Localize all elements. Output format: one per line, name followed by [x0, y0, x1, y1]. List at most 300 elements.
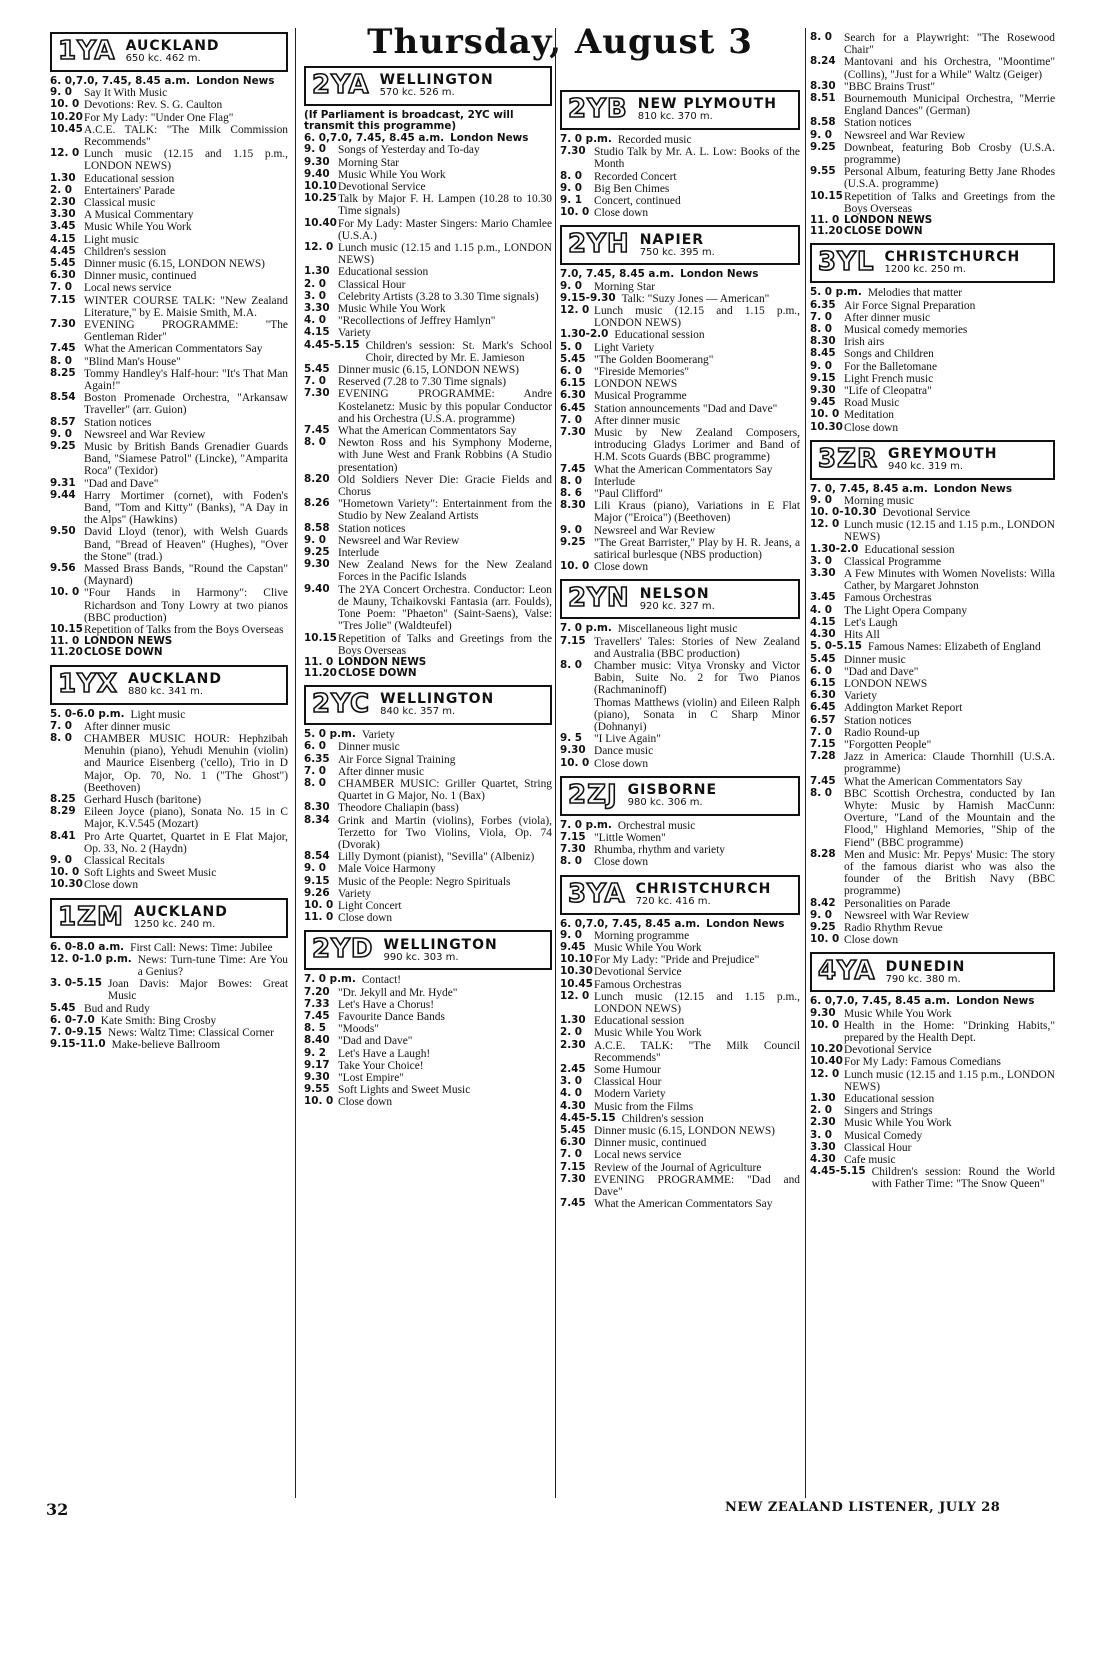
programme-entry	[304, 144, 552, 156]
programme-time: 3. 0	[304, 289, 327, 302]
station-callsign: 2YN	[568, 583, 630, 614]
programme-description: Devotional Service	[844, 1044, 932, 1057]
programme-description: Repetition of Talks from the Boys Overseas	[84, 624, 284, 637]
programme-description: Morning Star	[338, 156, 400, 169]
programme-time: 9. 5	[560, 732, 583, 745]
programme-entry	[560, 930, 800, 942]
programme-description: Close down	[338, 1096, 393, 1109]
programme-time: 8.29	[50, 805, 76, 818]
programme-time: 12. 0	[810, 518, 840, 531]
programme-description: What the American Commentators Say	[594, 463, 773, 476]
programme-entry	[560, 342, 800, 354]
programme-time: 10. 0	[50, 98, 80, 111]
programme-description: Educational session	[84, 172, 175, 185]
programme-entry	[304, 474, 552, 498]
programme-description: Light Concert	[338, 900, 402, 912]
programme-description: Music While You Work	[338, 168, 446, 181]
programme-description: CLOSE DOWN	[844, 225, 923, 238]
programme-description: Musical Comedy	[844, 1129, 923, 1142]
station-city: NEW PLYMOUTH	[637, 96, 777, 113]
programme-entry	[304, 340, 552, 364]
station-header	[810, 952, 1055, 992]
programme-time: 5.45	[560, 1124, 586, 1137]
programme-description: Music from the Films	[594, 1100, 694, 1113]
programme-entry	[50, 343, 288, 355]
programme-entry	[810, 605, 1055, 617]
programme-entry	[304, 169, 552, 181]
programme-time: 5. 0	[560, 340, 583, 353]
programme-description: London News	[706, 917, 785, 930]
programme-description: The 2YA Concert Orchestra. Conductor: Leon de Mauny, Tchaikovski Fantasia (arr. Foulds), Tone Poem: "Phaeton" (Saint-Saens), Valse: "Tres Jolie" (Waldteufel)	[338, 583, 552, 633]
programme-entry	[50, 429, 288, 441]
programme-entry	[810, 409, 1055, 421]
programme-entry	[560, 966, 800, 978]
programme-description: Lunch music (12.15 and 1.15 p.m., LONDON NEWS)	[84, 148, 288, 173]
programme-entry	[304, 291, 552, 303]
programme-description: Recorded music	[617, 134, 692, 146]
programme-time: 5. 0-6.0 p.m.	[50, 707, 125, 720]
station-header	[560, 875, 800, 915]
programme-time: 4. 0	[810, 603, 833, 616]
station-info	[634, 92, 798, 128]
programme-entry	[560, 820, 800, 832]
programme-description: "Four Hands in Harmony": Clive Richardson and Tony Lowry at two pianos (BBC production)	[84, 587, 288, 624]
programme-time: 9. 2	[304, 1046, 327, 1059]
programme-description: Jazz in America: Claude Thornhill (U.S.A. programme)	[844, 751, 1055, 776]
programme-time: 7.30	[560, 843, 586, 856]
programme-entry	[560, 1149, 800, 1161]
programme-time: 10. 0	[304, 1095, 334, 1108]
programme-description: Old Soldiers Never Die: Gracie Fields and Chorus	[338, 473, 552, 499]
programme-time: 9. 0	[50, 427, 73, 440]
programme-description: Thomas Matthews (violin) and Eileen Ralph (piano), Sonata in C Sharp Minor (Dohnanyi)	[594, 696, 800, 734]
programme-entry	[304, 315, 552, 327]
station-note: (If Parliament is broadcast, 2YC will transmit this programme)	[304, 109, 514, 133]
programme-entry	[810, 56, 1055, 80]
programme-time: 7.20	[304, 985, 330, 998]
programme-entry	[50, 1003, 288, 1015]
station-info	[884, 442, 1053, 478]
programme-time: 5.45	[50, 1001, 76, 1014]
programme-description: Music by New Zealand Composers, introducing Gladys Lorimer and Band of H.M. Scots Guards (BBC programme)	[594, 426, 800, 464]
programme-entry	[304, 851, 552, 863]
programme-time: 6.30	[560, 389, 586, 402]
programme-description: Educational session	[594, 1015, 685, 1028]
programme-entry	[810, 934, 1055, 946]
station-header	[560, 776, 800, 816]
programme-description: Talk by Major F. H. Lampen (10.28 to 10.30 Time signals)	[338, 193, 552, 218]
programme-description: London News	[956, 995, 1035, 1008]
programme-entry	[50, 173, 288, 185]
programme-time: 10. 0	[304, 899, 334, 911]
programme-description: Take Your Choice!	[338, 1059, 424, 1072]
programme-entry	[304, 547, 552, 559]
programme-entry	[810, 788, 1055, 849]
programme-time: 7. 0	[810, 725, 833, 738]
programme-entry	[560, 623, 800, 635]
programme-description: Mantovani and his Orchestra, "Moontime" (Collins), "Just for a While" Waltz (Geiger)	[844, 56, 1055, 81]
programme-description: Lunch music (12.15 and 1.15 p.m., LONDON NEWS)	[844, 519, 1055, 544]
programme-entry	[304, 559, 552, 583]
programme-description: Songs and Children	[844, 348, 934, 361]
programme-entry	[304, 912, 552, 924]
programme-entry	[810, 385, 1055, 397]
programme-description: Lunch music (12.15 and 1.15 p.m., LONDON NEWS)	[338, 242, 552, 267]
programme-time: 6. 0-7.0	[50, 1013, 95, 1026]
programme-time: 12. 0	[810, 1067, 840, 1080]
programme-time: 8. 0	[304, 436, 327, 449]
programme-time: 9. 0	[304, 143, 327, 156]
programme-description: "Little Women"	[594, 832, 666, 845]
programme-entry	[50, 282, 288, 294]
programme-entry	[50, 441, 288, 478]
programme-description: Educational session	[338, 266, 429, 279]
programme-description: Addington Market Report	[844, 702, 963, 715]
programme-description: Children's session	[621, 1112, 704, 1125]
programme-description: Entertainers' Parade	[84, 184, 175, 197]
station-callsign: 3ZR	[818, 443, 878, 474]
programme-description: Dinner music (6.15, LONDON NEWS)	[594, 1125, 775, 1138]
programme-entry	[810, 1044, 1055, 1056]
programme-description: For My Lady: Famous Comedians	[844, 1056, 1001, 1069]
programme-description: London News	[933, 482, 1013, 495]
programme-entry	[304, 584, 552, 633]
programme-entry	[560, 500, 800, 524]
programme-entry	[50, 76, 288, 87]
programme-description: Station notices	[338, 522, 406, 535]
programme-time: 7.45	[50, 342, 76, 355]
programme-time: 8. 6	[560, 487, 583, 499]
station-city: AUCKLAND	[127, 670, 222, 687]
station-info	[122, 34, 286, 70]
programme-time: 9.15	[304, 874, 330, 887]
station-city: GISBORNE	[627, 782, 718, 799]
station-listing	[810, 32, 1055, 237]
programme-entry	[810, 336, 1055, 348]
programme-entry	[810, 910, 1055, 922]
programme-entry	[560, 305, 800, 329]
programme-entry	[50, 246, 288, 258]
programme-description: Children's session: Round the World with Father Time: "The Snow Queen"	[871, 1166, 1055, 1191]
programme-description: Classical music	[84, 196, 156, 209]
station-frequency: 1250 kc. 240 m.	[133, 918, 216, 930]
programme-time: 10.40	[810, 1055, 843, 1068]
programme-time: 11.20	[810, 225, 843, 238]
programme-entry	[560, 183, 800, 195]
programme-entry	[810, 81, 1055, 93]
station-frequency: 720 kc. 416 m.	[635, 895, 711, 907]
programme-entry	[304, 1096, 552, 1108]
programme-entry	[304, 778, 552, 802]
programme-entry	[560, 919, 800, 930]
programme-description: Children's session: St. Mark's School Choir, directed by Mr. E. Jamieson	[365, 339, 552, 364]
programme-description: Close down	[844, 421, 899, 434]
programme-time: 7. 0 p.m.	[560, 622, 612, 635]
programme-time: 8.57	[50, 415, 76, 428]
programme-entry	[810, 751, 1055, 775]
programme-time: 9.15-11.0	[50, 1038, 106, 1051]
programme-description: Joan Davis: Major Bowes: Great Music	[107, 978, 288, 1003]
programme-time: 8.54	[50, 391, 76, 404]
programme-description: "Dad and Dave"	[844, 665, 919, 678]
programme-entry	[810, 519, 1055, 543]
programme-entry	[810, 507, 1055, 519]
programme-time: 8. 0	[560, 169, 583, 182]
programme-description: "Fireside Memories"	[594, 365, 690, 378]
programme-description: Famous Orchestras	[844, 592, 932, 605]
station-city: WELLINGTON	[380, 691, 495, 708]
programme-description: Dinner music (6.15, LONDON NEWS)	[338, 364, 519, 377]
programme-entry	[810, 373, 1055, 385]
programme-description: Interlude	[338, 547, 380, 560]
programme-time: 12. 0	[50, 147, 80, 160]
station-frequency: 570 kc. 526 m.	[379, 87, 455, 99]
column-divider	[805, 28, 806, 1498]
programme-description: Air Force Signal Training	[338, 753, 456, 766]
programme-time: 7. 0	[560, 413, 583, 426]
station-frequency: 750 kc. 395 m.	[639, 246, 715, 258]
programme-time: 9. 0	[810, 908, 833, 921]
programme-description: "The Great Barrister," Play by H. R. Jeans, a satirical burlesque (NBS production)	[594, 536, 800, 562]
programme-time: 8.25	[50, 366, 76, 379]
programme-entry	[50, 867, 288, 879]
programme-description: Children's session	[84, 245, 167, 258]
programme-entry	[304, 181, 552, 193]
programme-time: 8. 5	[304, 1022, 327, 1035]
programme-entry	[560, 488, 800, 500]
programme-description: Hits All	[844, 629, 880, 642]
programme-time: 7.45	[560, 462, 586, 475]
programme-entry	[50, 112, 288, 124]
programme-description: Local news service	[84, 282, 172, 295]
programme-entry	[50, 563, 288, 587]
programme-description: Contact!	[361, 974, 402, 987]
station-header	[304, 685, 552, 725]
programme-description: Famous Names: Elizabeth of England	[867, 641, 1041, 654]
programme-description: Musical comedy memories	[844, 323, 968, 336]
programme-time: 9.50	[50, 525, 76, 538]
programme-entry	[810, 898, 1055, 910]
station-frequency: 1200 kc. 250 m.	[884, 264, 966, 276]
programme-description: News: Waltz Time: Classical Corner	[107, 1026, 274, 1039]
station-listing	[50, 32, 288, 659]
column-divider	[295, 28, 296, 1498]
station-listing	[560, 776, 800, 869]
station-city: NAPIER	[639, 231, 705, 248]
programme-entry	[304, 193, 552, 217]
programme-time: 4.15	[304, 326, 330, 339]
programme-time: 7.30	[560, 1172, 586, 1185]
programme-description: "Lost Empire"	[338, 1072, 404, 1085]
station-frequency: 840 kc. 357 m.	[380, 706, 456, 718]
programme-entry	[560, 146, 800, 170]
programme-time: 7.15	[560, 831, 586, 844]
station-frequency: 790 kc. 380 m.	[885, 973, 961, 985]
programme-time: 6.57	[810, 713, 836, 726]
station-callsign: 2YB	[568, 94, 628, 124]
programme-description: Health in the Home: "Drinking Habits," prepared by the Health Dept.	[844, 1019, 1055, 1044]
programme-entry	[304, 523, 552, 535]
programme-entry	[560, 537, 800, 561]
programme-entry	[560, 427, 800, 464]
programme-time: 7.45	[560, 1197, 586, 1210]
programme-entry	[810, 996, 1055, 1007]
programme-time: 7.45	[304, 424, 330, 437]
programme-description: Soft Lights and Sweet Music	[338, 1084, 471, 1097]
station-callsign: 2YD	[312, 934, 374, 965]
programme-entry	[560, 390, 800, 402]
programme-description: Miscellaneous light music	[617, 623, 738, 636]
programme-time: 4.30	[810, 1152, 836, 1165]
programme-time: 7. 0 p.m.	[560, 818, 612, 831]
programme-time: 7. 0	[810, 310, 833, 323]
programme-entry	[810, 666, 1055, 678]
programme-time: 9. 0	[560, 928, 583, 941]
programme-description: Lunch music (12.15 and 1.15 p.m., LONDON NEWS)	[594, 304, 800, 330]
programme-entry	[810, 287, 1055, 299]
programme-entry	[560, 403, 800, 415]
programme-entry	[304, 303, 552, 315]
programme-description: CHAMBER MUSIC HOUR: Hephzibah Menuhin (piano), Yehudi Menuhin (violin) and Maurice Eisenberg ('cello), Trio in D Major, Op. 70, No. 1 ("The Ghost") (Beethoven)	[84, 732, 288, 794]
programme-description: Let's Laugh	[844, 616, 898, 629]
programme-entry	[810, 1069, 1055, 1093]
programme-description: WINTER COURSE TALK: "New Zealand Literature," by E. Maisie Smith, M.A.	[84, 294, 288, 319]
programme-time: 3. 0	[560, 1075, 583, 1088]
station-city: NELSON	[639, 585, 710, 602]
programme-time: 9.56	[50, 562, 76, 575]
programme-description: "I Live Again"	[594, 733, 661, 746]
programme-entry	[50, 209, 288, 221]
programme-entry	[810, 348, 1055, 360]
programme-time: 7.45	[304, 1010, 330, 1023]
station-info	[380, 932, 551, 968]
programme-entry	[560, 293, 800, 305]
programme-description: Close down	[594, 757, 649, 770]
station-city: AUCKLAND	[133, 903, 228, 920]
programme-entry	[560, 844, 800, 856]
programme-time: 6.30	[810, 689, 836, 702]
programme-entry	[560, 745, 800, 757]
station-city: GREYMOUTH	[887, 445, 998, 462]
programme-description: LONDON NEWS	[594, 378, 678, 391]
programme-description: For My Lady: "Pride and Prejudice"	[594, 954, 760, 967]
programme-description: Search for a Playwright: "The Rosewood Chair"	[844, 32, 1055, 57]
programme-entry	[304, 974, 552, 986]
programme-time: 7. 0-9.15	[50, 1025, 102, 1038]
programme-description: For the Balletomane	[844, 360, 937, 373]
programme-time: 4.45-5.15	[560, 1111, 616, 1124]
station-callsign: 2YA	[312, 70, 370, 100]
programme-entry	[560, 1125, 800, 1137]
programme-description: What the American Commentators Say	[338, 425, 517, 438]
programme-description: Talk: "Suzy Jones — American"	[621, 292, 770, 305]
programme-entry	[560, 171, 800, 183]
programme-description: Station notices	[84, 416, 152, 429]
programme-description: Eileen Joyce (piano), Sonata No. 15 in C Major, K.V.545 (Mozart)	[84, 806, 288, 831]
programme-time: 8.54	[304, 850, 330, 863]
programme-time: 9. 0	[560, 523, 583, 536]
programme-entry	[560, 561, 800, 573]
programme-time: 4.45	[50, 244, 76, 257]
programme-description: Light Variety	[594, 341, 655, 354]
programme-time: 5.45	[50, 256, 76, 269]
programme-entry	[810, 641, 1055, 653]
programme-entry	[810, 324, 1055, 336]
programme-description: Close down	[594, 207, 649, 220]
programme-entry	[50, 295, 288, 319]
programme-entry	[560, 1076, 800, 1088]
programme-description: EVENING PROGRAMME: "The Gentleman Rider"	[84, 318, 288, 344]
programme-entry	[810, 191, 1055, 215]
programme-entry	[304, 425, 552, 437]
programme-time: 8. 0	[560, 659, 583, 672]
programme-entry	[810, 678, 1055, 690]
programme-time: 5. 0-5.15	[810, 640, 862, 653]
programme-entry	[304, 266, 552, 278]
programme-time: 1.30-2.0	[560, 328, 609, 341]
programme-time: 8.51	[810, 92, 836, 105]
programme-entry	[50, 954, 288, 978]
programme-description: London News	[680, 268, 759, 281]
station-callsign: 3YL	[818, 247, 875, 278]
programme-time: 4.45-5.15	[304, 338, 360, 351]
programme-description: Light music	[84, 233, 139, 246]
programme-description: "Paul Clifford"	[594, 488, 663, 500]
programme-description: Repetition of Talks and Greetings from the Boys Overseas	[338, 632, 552, 657]
programme-description: Personalities on Parade	[844, 897, 951, 910]
programme-description: LONDON NEWS	[844, 677, 928, 690]
programme-entry	[304, 741, 552, 753]
programme-description: "Forgotten People"	[844, 738, 932, 751]
programme-description: Dance music	[594, 745, 654, 758]
programme-description: Music by British Bands Grenadier Guards Band, "Siamese Patrol" (Lincke), "Amparita Roca" (Texidor)	[84, 441, 288, 478]
programme-time: 3.45	[810, 591, 836, 604]
programme-time: 6.45	[560, 401, 586, 414]
programme-time: 11. 0	[304, 911, 334, 924]
programme-entry	[50, 647, 288, 658]
station-city: CHRISTCHURCH	[884, 249, 1021, 266]
programme-time: 9.40	[304, 167, 330, 180]
programme-description: Orchestral music	[617, 819, 696, 832]
programme-entry	[50, 478, 288, 490]
station-info	[124, 667, 286, 703]
programme-time: 9.30	[560, 744, 586, 757]
programme-entry	[560, 281, 800, 293]
programme-entry	[50, 99, 288, 111]
programme-description: Station announcements "Dad and Dave"	[594, 402, 778, 415]
programme-time: 5.45	[810, 652, 836, 665]
programme-description: Bournemouth Municipal Orchestra, "Merrie England Dances" (German)	[844, 93, 1055, 118]
programme-description: Variety	[361, 729, 395, 742]
programme-time: 8. 0	[50, 731, 73, 744]
programme-time: 8.30	[810, 79, 836, 92]
station-listing	[560, 579, 800, 769]
programme-description: Close down	[844, 934, 899, 947]
programme-description: Concert, continued	[594, 195, 681, 208]
programme-time: 8.42	[810, 896, 836, 909]
station-info	[376, 687, 550, 723]
station-header	[50, 665, 288, 705]
programme-entry	[560, 366, 800, 378]
programme-entry	[304, 388, 552, 425]
programme-time: 7.15	[50, 293, 76, 306]
programme-description: Air Force Signal Preparation	[844, 299, 976, 312]
programme-description: What the American Commentators Say	[844, 775, 1023, 788]
programme-time: 7.30	[560, 425, 586, 438]
programme-description: Famous Orchestras	[594, 978, 682, 991]
programme-description: Rhumba, rhythm and variety	[594, 844, 725, 857]
station-listing	[304, 66, 552, 679]
